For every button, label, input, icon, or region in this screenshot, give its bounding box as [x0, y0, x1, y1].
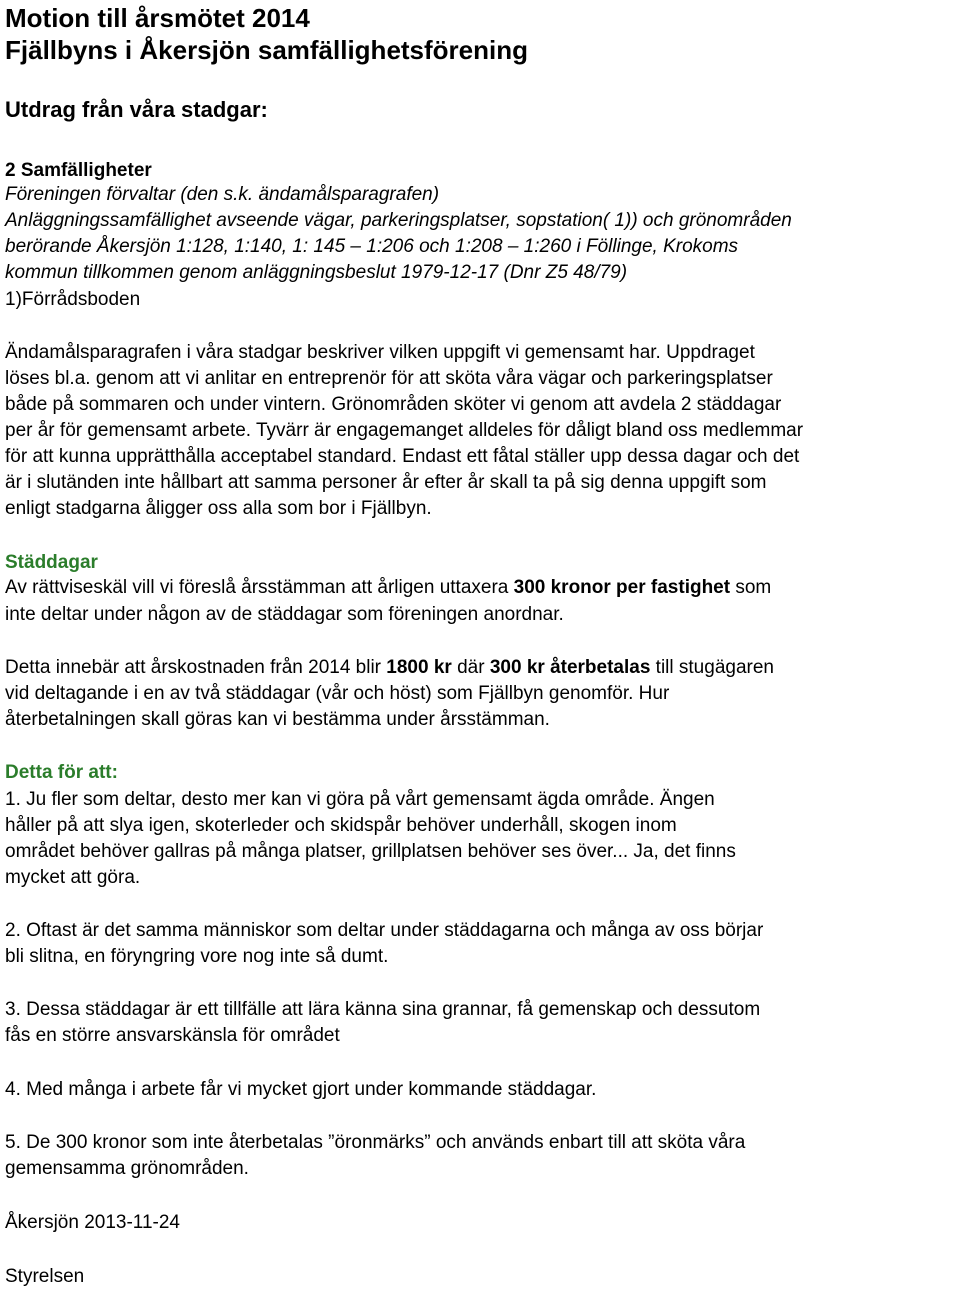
purpose-line: Ändamålsparagrafen i våra stadgar beskriver vilken uppgift vi gemensamt har. Uppdraget — [5, 342, 755, 363]
statute-line: Föreningen förvaltar (den s.k. ändamålsparagrafen) — [5, 184, 440, 205]
annual-cost-highlight: 1800 kr — [386, 657, 452, 678]
staddagar-heading: Städdagar — [5, 552, 98, 573]
purpose-line: för att kunna upprätthålla acceptabel standard. Endast ett fåtal ställer upp dessa dagar och det — [5, 446, 800, 467]
fee-highlight: 300 kronor per fastighet — [513, 577, 731, 598]
staddagar-line-1 — [5, 576, 771, 600]
statute-line: berörande Åkersjön 1:128, 1:140, 1: 145 – 1:206 och 1:208 – 1:260 i Föllinge, Krokoms — [5, 236, 739, 257]
reason-3-line: 3. Dessa städdagar är ett tillfälle att lära känna sina grannar, få gemenskap och dessutom — [5, 999, 761, 1020]
reason-3-line: fås en större ansvarskänsla för området — [5, 1025, 340, 1046]
reason-5-line: gemensamma grönområden. — [5, 1158, 249, 1179]
reason-2-line: bli slitna, en föryngring vore nog inte så dumt. — [5, 946, 389, 967]
statute-heading: 2 Samfälligheter — [5, 160, 152, 181]
signature: Styrelsen — [5, 1266, 85, 1287]
purpose-line: både på sommaren och under vintern. Grönområden sköter vi genom att avdela 2 städdagar — [5, 394, 782, 415]
cost-line-2: vid deltagande i en av två städdagar (vår och höst) som Fjällbyn genomför. Hur — [5, 683, 670, 704]
reason-5-line: 5. De 300 kronor som inte återbetalas ”öronmärks” och används enbart till att sköta våra — [5, 1132, 746, 1153]
reasons-heading: Detta för att: — [5, 762, 118, 783]
cost-text: till stugägaren — [650, 657, 774, 678]
cost-text: Detta innebär att årskostnaden från 2014 blir — [5, 657, 387, 678]
statute-footnote: 1)Förrådsboden — [5, 289, 141, 310]
purpose-line: löses bl.a. genom att vi anlitar en entreprenör för att sköta våra vägar och parkeringsplatser — [5, 368, 773, 389]
purpose-line: är i slutänden inte hållbart att samma personer år efter år skall ta på sig denna uppgift som — [5, 472, 767, 493]
purpose-line: per år för gemensamt arbete. Tyvärr är engagemanget alldeles för dåligt bland oss medlemmar — [5, 420, 804, 441]
staddagar-text: Av rättviseskäl vill vi föreslå årsstämman att årligen uttaxera — [5, 577, 514, 598]
place-date: Åkersjön 2013-11-24 — [5, 1212, 180, 1233]
reason-1-line: området behöver gallras på många platser, grillplatsen behöver ses över... Ja, det finns — [5, 841, 736, 862]
cost-text: där — [451, 657, 490, 678]
reason-2-line: 2. Oftast är det samma människor som deltar under städdagarna och många av oss börjar — [5, 920, 764, 941]
reason-4-line: 4. Med många i arbete får vi mycket gjort under kommande städdagar. — [5, 1079, 597, 1100]
title-line-1: Motion till årsmötet 2014 — [5, 3, 310, 33]
staddagar-line-2: inte deltar under någon av de städdagar som föreningen anordnar. — [5, 604, 564, 625]
reason-1-line: håller på att slya igen, skoterleder och skidspår behöver underhåll, skogen inom — [5, 815, 677, 836]
purpose-line: enligt stadgarna åligger oss alla som bor i Fjällbyn. — [5, 498, 432, 519]
refund-highlight: 300 kr återbetalas — [489, 657, 651, 678]
cost-line-1 — [5, 656, 774, 680]
statute-line: Anläggningssamfällighet avseende vägar, parkeringsplatser, sopstation( 1)) och grönområden — [5, 210, 792, 231]
subtitle: Utdrag från våra stadgar: — [5, 97, 268, 122]
staddagar-text: som — [730, 577, 772, 598]
reason-1-line: mycket att göra. — [5, 867, 141, 888]
reason-1-line: 1. Ju fler som deltar, desto mer kan vi göra på vårt gemensamt ägda område. Ängen — [5, 789, 715, 810]
title-line-2: Fjällbyns i Åkersjön samfällighetsförening — [5, 35, 529, 65]
cost-line-3: återbetalningen skall göras kan vi bestämma under årsstämman. — [5, 709, 550, 730]
statute-line: kommun tillkommen genom anläggningsbeslut 1979-12-17 (Dnr Z5 48/79) — [5, 262, 628, 283]
